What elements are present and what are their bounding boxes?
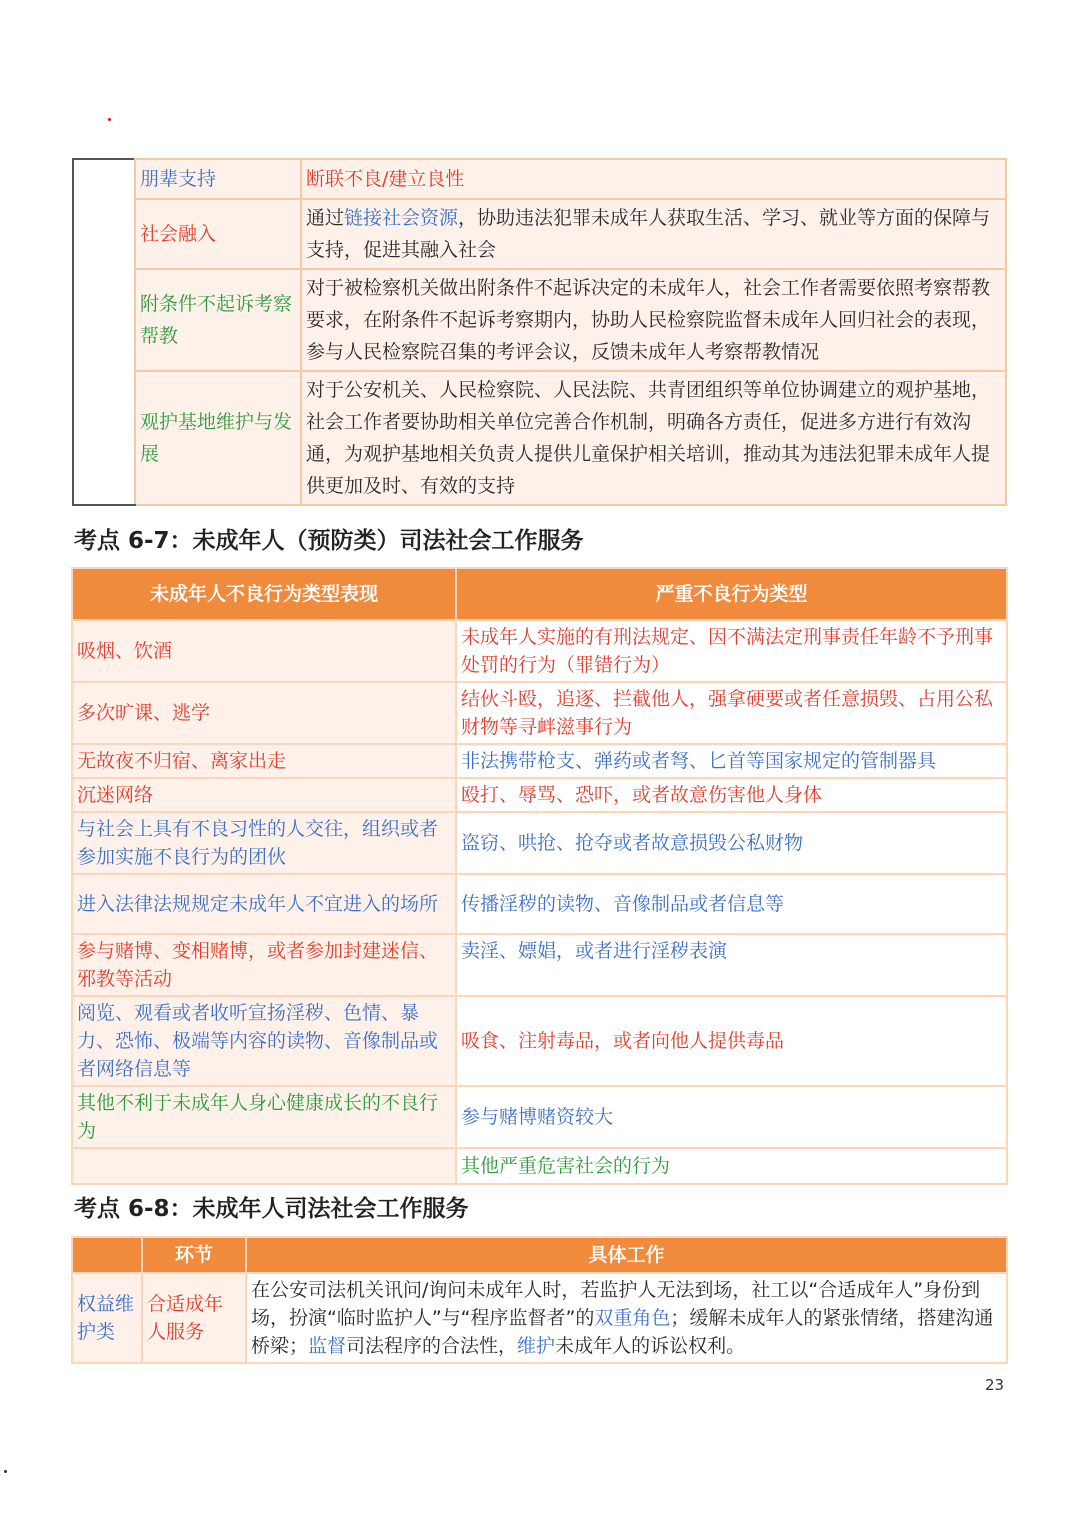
table-row xyxy=(72,812,1007,874)
serious-behavior-cell: 其他严重危害社会的行为 xyxy=(456,1148,1007,1184)
table-row xyxy=(73,269,1006,371)
serious-behavior-cell: 结伙斗殴，追逐、拦截他人，强拿硬要或者任意损毁、占用公私财物等寻衅滋事行为 xyxy=(456,682,1007,744)
category-cell: 权益维护类 xyxy=(72,1273,142,1363)
decorative-dot xyxy=(4,1470,7,1473)
serious-behavior-cell: 参与赌博赌资较大 xyxy=(456,1086,1007,1148)
row-content: 对于公安机关、人民检察院、人民法院、共青团组织等单位协调建立的观护基地，社会工作者要协助相关单位完善合作机制，明确各方责任，促进多方进行有效沟通，为观护基地相关负责人提供儿童保护相关培训，推动其为违法犯罪未成年人提供更加及时、有效的支持 xyxy=(301,371,1006,505)
stage-cell: 合适成年人服务 xyxy=(142,1273,246,1363)
table-row xyxy=(72,874,1007,934)
row-label: 观护基地维护与发展 xyxy=(135,371,301,505)
table-row xyxy=(72,1086,1007,1148)
table-header-row xyxy=(72,568,1007,620)
highlight-text: 维护 xyxy=(517,1335,556,1357)
bad-behavior-cell xyxy=(72,1148,456,1184)
highlight-text: 监督 xyxy=(308,1335,347,1357)
table-header-row xyxy=(72,1237,1007,1273)
row-label: 朋辈支持 xyxy=(135,159,301,199)
section-heading-6-8: 考点 6-8：未成年人司法社会工作服务 xyxy=(74,1196,469,1222)
highlight-text: 双重角色 xyxy=(594,1307,671,1329)
work-detail-cell xyxy=(246,1273,1007,1363)
serious-behavior-cell: 吸食、注射毒品，或者向他人提供毒品 xyxy=(456,996,1007,1086)
bad-behavior-cell: 与社会上具有不良习性的人交往，组织或者参加实施不良行为的团伙 xyxy=(72,812,456,874)
table-row xyxy=(73,199,1006,269)
table-row xyxy=(72,996,1007,1086)
column-header: 环节 xyxy=(142,1237,246,1273)
row-content xyxy=(301,199,1006,269)
column-header: 严重不良行为类型 xyxy=(456,568,1007,620)
row-label: 附条件不起诉考察帮教 xyxy=(135,269,301,371)
decorative-dot xyxy=(108,118,111,121)
row-content: 对于被检察机关做出附条件不起诉决定的未成年人，社会工作者需要依照考察帮教要求，在附条件不起诉考察期内，协助人民检察院监督未成年人回归社会的表现，参与人民检察院召集的考评会议，反馈未成年人考察帮教情况 xyxy=(301,269,1006,371)
table-row xyxy=(72,1273,1007,1363)
table-row xyxy=(72,934,1007,996)
row-label: 社会融入 xyxy=(135,199,301,269)
row-content: 断联不良/建立良性 xyxy=(301,159,1006,199)
section-heading-6-7: 考点 6-7：未成年人（预防类）司法社会工作服务 xyxy=(74,528,584,554)
table-row xyxy=(73,371,1006,505)
serious-behavior-cell: 盗窃、哄抢、抢夺或者故意损毁公私财物 xyxy=(456,812,1007,874)
bad-behavior-cell: 阅览、观看或者收听宣扬淫秽、色情、暴力、恐怖、极端等内容的读物、音像制品或者网络信息等 xyxy=(72,996,456,1086)
bad-behavior-cell: 参与赌博、变相赌博，或者参加封建迷信、邪教等活动 xyxy=(72,934,456,996)
bad-behavior-cell: 其他不利于未成年人身心健康成长的不良行为 xyxy=(72,1086,456,1148)
serious-behavior-cell: 卖淫、嫖娼，或者进行淫秽表演 xyxy=(456,934,1007,996)
text-segment: ，协助违法犯罪未成年人获取生活、学习、就业等方面的保障与支持，促进其融入社会 xyxy=(306,207,991,261)
page-number: 23 xyxy=(985,1376,1005,1394)
table-row xyxy=(72,778,1007,812)
bad-behavior-table xyxy=(71,567,1008,1185)
table-row xyxy=(72,744,1007,778)
services-continued-table xyxy=(72,158,1007,506)
judicial-service-table xyxy=(71,1236,1008,1364)
serious-behavior-cell: 传播淫秽的读物、音像制品或者信息等 xyxy=(456,874,1007,934)
text-segment: 通过 xyxy=(306,207,345,229)
bad-behavior-cell: 进入法律法规规定未成年人不宜进入的场所 xyxy=(72,874,456,934)
column-header: 未成年人不良行为类型表现 xyxy=(72,568,456,620)
merged-category-cell xyxy=(73,159,135,505)
table-row xyxy=(73,159,1006,199)
table-row xyxy=(72,620,1007,682)
serious-behavior-cell: 殴打、辱骂、恐吓，或者故意伤害他人身体 xyxy=(456,778,1007,812)
column-header xyxy=(72,1237,142,1273)
text-segment: 在公安司法机关讯问/询问未成年人时，若监护人无法到场，社工以“合适成年人”身份到场，扮演“临时监护人”与“程序监督者”的 xyxy=(251,1279,981,1329)
serious-behavior-cell: 非法携带枪支、弹药或者弩、匕首等国家规定的管制器具 xyxy=(456,744,1007,778)
text-segment: 未成年人的诉讼权利。 xyxy=(555,1335,746,1357)
highlight-text: 链接社会资源 xyxy=(344,207,459,229)
bad-behavior-cell: 沉迷网络 xyxy=(72,778,456,812)
bad-behavior-cell: 吸烟、饮酒 xyxy=(72,620,456,682)
bad-behavior-cell: 无故夜不归宿、离家出走 xyxy=(72,744,456,778)
text-segment: ；缓解未成年人的紧张情绪，搭建沟通桥梁； xyxy=(251,1307,994,1357)
table-row xyxy=(72,1148,1007,1184)
bad-behavior-cell: 多次旷课、逃学 xyxy=(72,682,456,744)
text-segment: 司法程序的合法性， xyxy=(346,1335,518,1357)
table-row xyxy=(72,682,1007,744)
column-header: 具体工作 xyxy=(246,1237,1007,1273)
serious-behavior-cell: 未成年人实施的有刑法规定、因不满法定刑事责任年龄不予刑事处罚的行为（罪错行为） xyxy=(456,620,1007,682)
